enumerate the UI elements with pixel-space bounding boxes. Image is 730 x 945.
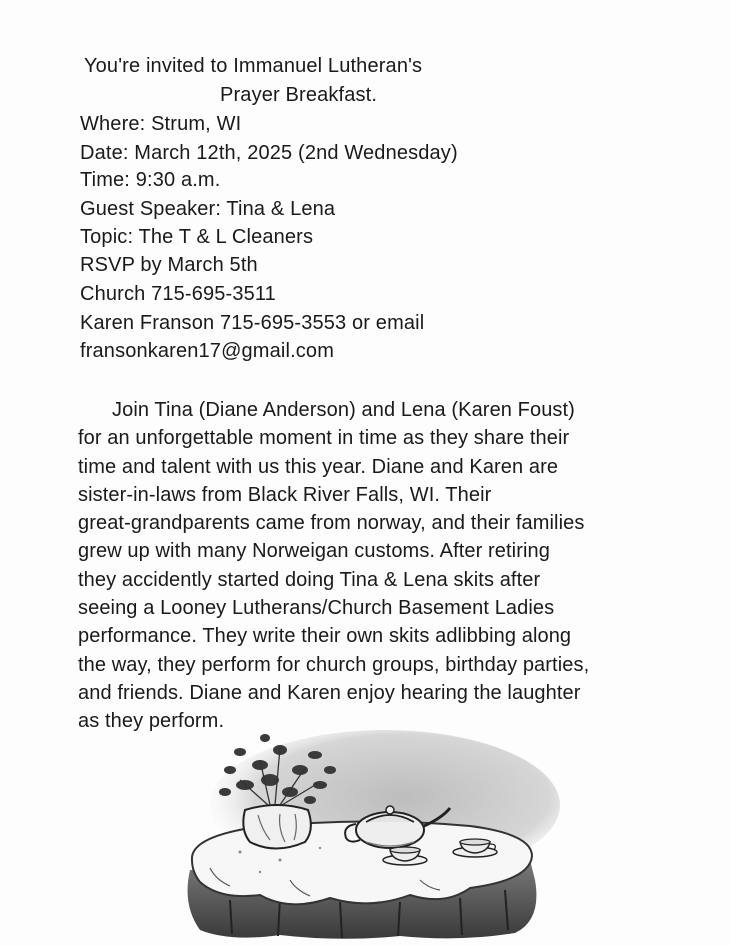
vase	[243, 805, 311, 849]
teacup-icon	[383, 847, 427, 865]
paragraph-line: great-grandparents came from norway, and their families	[78, 512, 585, 535]
paragraph-line: grew up with many Norweigan customs. After retiring	[78, 540, 550, 563]
rsvp-line: RSVP by March 5th	[80, 254, 258, 276]
paragraph-line: time and talent with us this year. Diane and Karen are	[78, 455, 559, 478]
time-line: Time: 9:30 a.m.	[80, 169, 221, 191]
description-paragraph	[78, 396, 718, 736]
paragraph-line: sister-in-laws from Black River Falls, WI. Their	[78, 483, 492, 506]
paragraph-line: they accidently started doing Tina & Lena skits after	[78, 568, 541, 591]
email-line: fransonkaren17@gmail.com	[80, 340, 335, 362]
paragraph-line: seeing a Looney Lutherans/Church Basement Ladies	[78, 597, 555, 620]
date-line: Date: March 12th, 2025 (2nd Wednesday)	[80, 142, 458, 164]
topic-line: Topic: The T & L Cleaners	[80, 226, 314, 248]
paragraph-line: Join Tina (Diane Anderson) and Lena (Karen Foust)	[112, 399, 575, 421]
tea-table-illustration	[170, 730, 560, 945]
karen-contact-line: Karen Franson 715-695-3553 or email	[80, 312, 425, 334]
paragraph-line: performance. They write their own skits adlibbing along	[78, 625, 572, 648]
paragraph-line: for an unforgettable moment in time as they share their	[78, 427, 570, 450]
teacup-icon	[453, 839, 497, 857]
paragraph-line: as they perform.	[78, 710, 225, 733]
event-title: Prayer Breakfast.	[220, 84, 378, 106]
speaker-line: Guest Speaker: Tina & Lena	[80, 198, 336, 220]
paragraph-line: the way, they perform for church groups, birthday parties,	[78, 653, 590, 676]
church-phone-line: Church 715-695-3511	[80, 283, 276, 305]
paragraph-line: and friends. Diane and Karen enjoy hearing the laughter	[78, 681, 581, 704]
where-line: Where: Strum, WI	[80, 113, 242, 135]
invite-headline: You're invited to Immanuel Lutheran's	[84, 55, 423, 77]
